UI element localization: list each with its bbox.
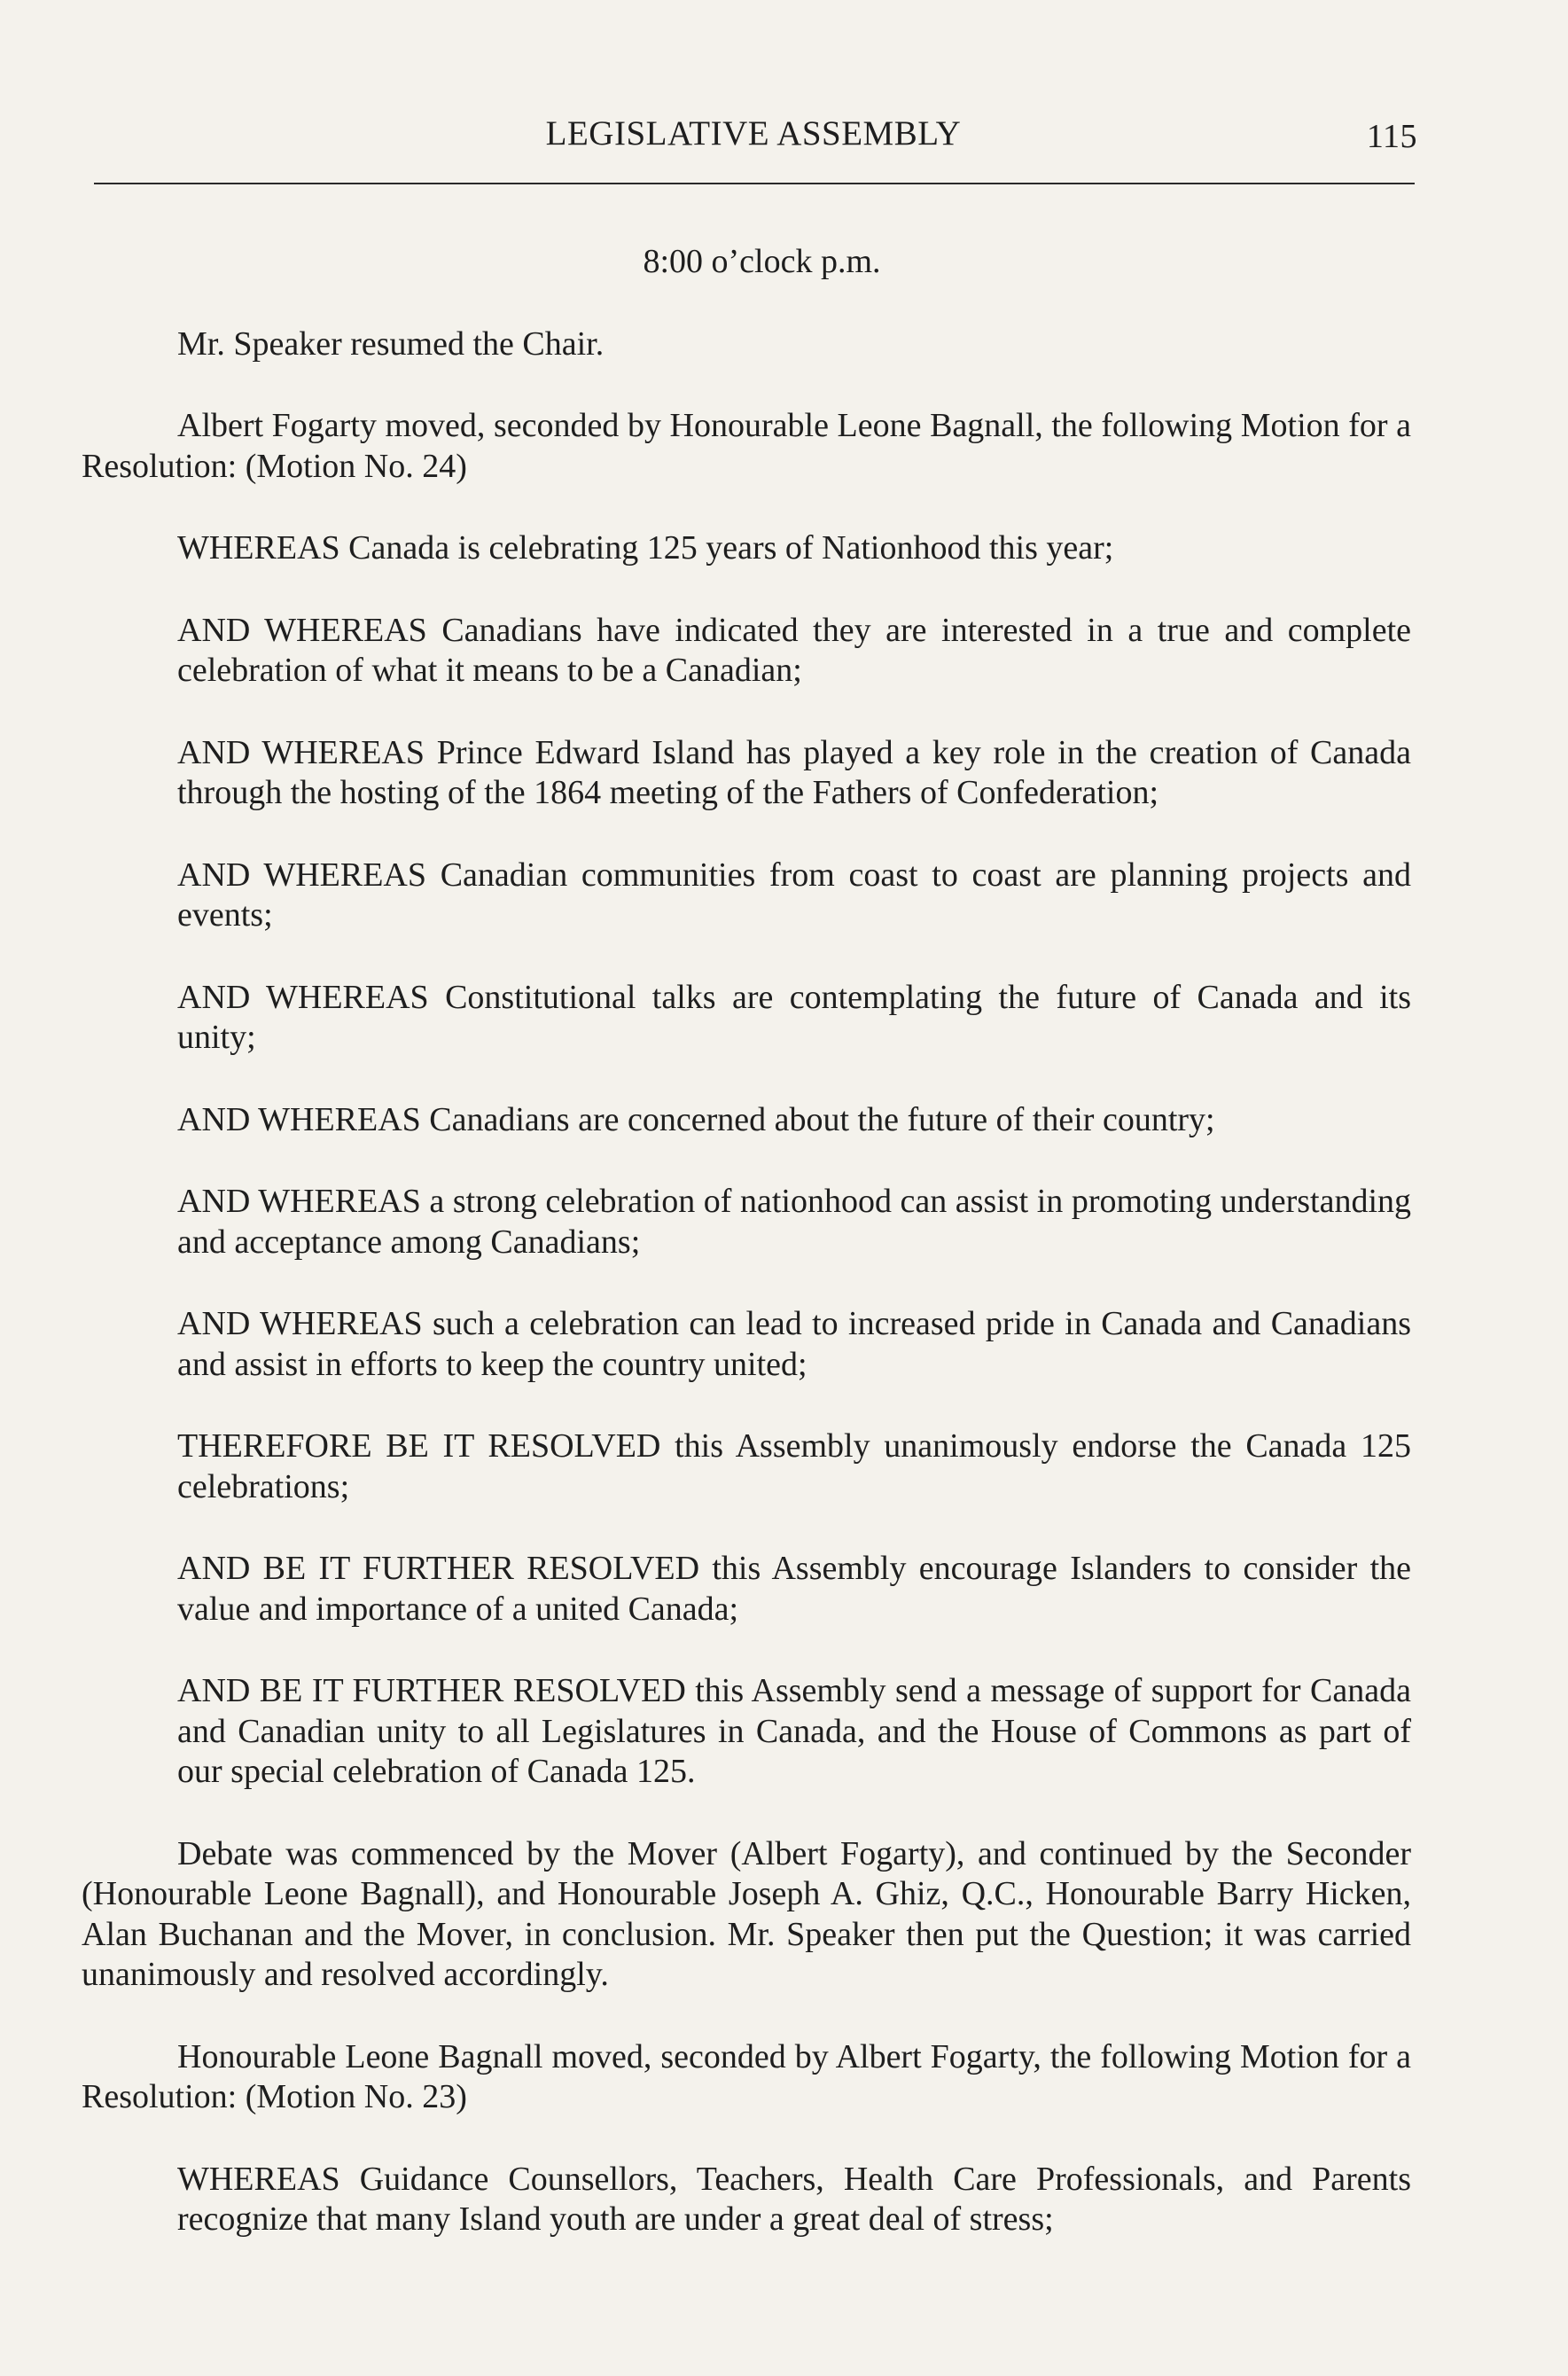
paragraph-motion-24-intro: Albert Fogarty moved, seconded by Honourable Leone Bagnall, the following Motion for a Resolution: (Motion No. 24) <box>82 407 1411 485</box>
header-rule <box>94 183 1415 184</box>
resolved-clause: AND BE IT FURTHER RESOLVED this Assembly send a message of support for Canada and Canadian unity to all Legislatures in Canada, and the House of Commons as part of our special celebration of Canada 125. <box>177 1672 1411 1790</box>
resolved-clause: AND BE IT FURTHER RESOLVED this Assembly encourage Islanders to consider the value and importance of a united Canada; <box>177 1550 1411 1628</box>
paragraph-motion-23-intro: Honourable Leone Bagnall moved, seconded by Albert Fogarty, the following Motion for a Resolution: (Motion No. 23) <box>82 2037 1411 2115</box>
whereas-clause: AND WHEREAS Constitutional talks are contemplating the future of Canada and its unity; <box>177 978 1411 1056</box>
whereas-clause: AND WHEREAS Canadian communities from coast to coast are planning projects and events; <box>177 856 1411 934</box>
whereas-clause: AND WHEREAS such a celebration can lead to increased pride in Canada and Canadians and assist in efforts to keep the country united; <box>177 1305 1411 1383</box>
paragraph-speaker-resumed: Mr. Speaker resumed the Chair. <box>177 324 605 363</box>
whereas-clause: WHEREAS Guidance Counsellors, Teachers, Health Care Professionals, and Parents recognize that many Island youth are under a great deal of stress; <box>177 2160 1411 2238</box>
whereas-clause: AND WHEREAS a strong celebration of nationhood can assist in promoting understanding and acceptance among Canadians; <box>177 1183 1411 1261</box>
paragraph-debate: Debate was commenced by the Mover (Albert Fogarty), and continued by the Seconder (Honourable Leone Bagnall), and Honourable Joseph A. Ghiz, Q.C., Honourable Barry Hicken, Alan Buchanan and the Mover, in conclusion. Mr. Speaker then put the Question; it was carried unanimously and resolved accordingly. <box>82 1834 1411 1993</box>
resolved-clause: THEREFORE BE IT RESOLVED this Assembly unanimously endorse the Canada 125 celebrations; <box>177 1427 1411 1505</box>
running-header <box>0 113 1568 158</box>
running-title: LEGISLATIVE ASSEMBLY <box>545 114 962 152</box>
whereas-clause: AND WHEREAS Prince Edward Island has played a key role in the creation of Canada through the hosting of the 1864 meeting of the Fathers of Confederation; <box>177 733 1411 811</box>
session-time: 8:00 o’clock p.m. <box>643 243 881 280</box>
page-number: 115 <box>1366 118 1417 155</box>
whereas-clause: AND WHEREAS Canadians are concerned about the future of their country; <box>177 1100 1215 1138</box>
page-body <box>82 242 1411 2282</box>
whereas-clause: AND WHEREAS Canadians have indicated they are interested in a true and complete celebration of what it means to be a Canadian; <box>177 611 1411 689</box>
whereas-clause: WHEREAS Canada is celebrating 125 years of Nationhood this year; <box>177 529 1114 567</box>
